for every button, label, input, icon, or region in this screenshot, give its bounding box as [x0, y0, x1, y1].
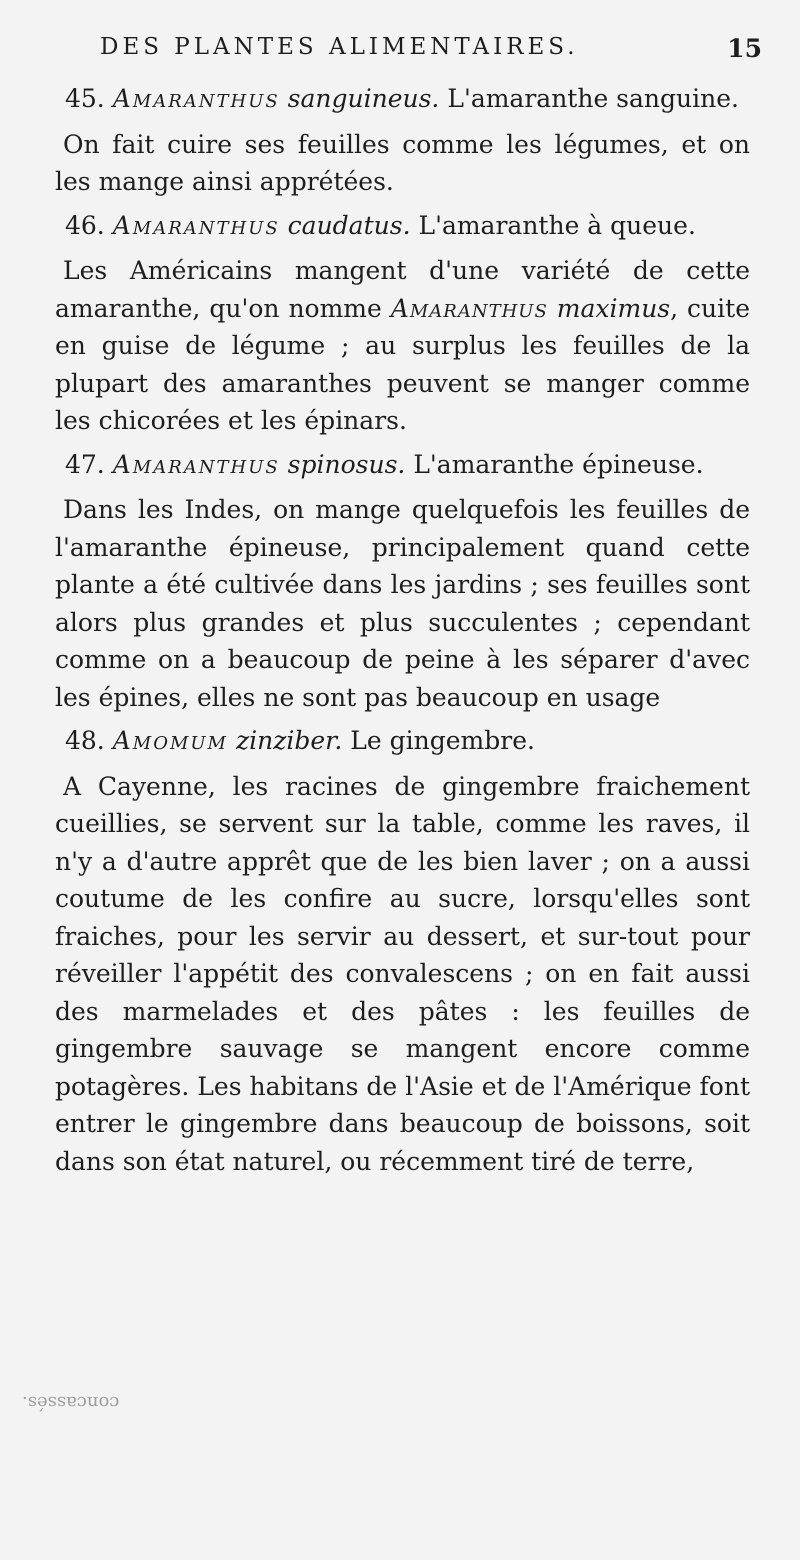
- latin-genus: Amaranthus: [112, 210, 280, 240]
- common-name: L'amaranthe épineuse.: [413, 449, 704, 479]
- bleed-through-text: concassés.: [22, 1392, 120, 1413]
- entry-text-part: , cuite en guise de légume ; au surplus les feuilles de la plupart des amaranthes peuvent se manger comme les chicorées et les épinars.: [55, 293, 750, 435]
- common-name: L'amaranthe à queue.: [418, 210, 696, 240]
- entry-text-part: Les Américains mangent d'une variété de cette amaranthe, qu'on nomme: [55, 256, 750, 323]
- entry-number: 47.: [65, 449, 105, 479]
- latin-species: zinziber.: [235, 726, 343, 755]
- common-name: Le gingembre.: [350, 726, 535, 755]
- entry-heading-46: [55, 207, 750, 245]
- inline-latin-species: maximus: [556, 293, 671, 323]
- entry-text-46: [55, 252, 750, 440]
- latin-genus: Amaranthus: [112, 84, 280, 113]
- entry-text-47: Dans les Indes, on mange quelquefois les feuilles de l'amaranthe épineuse, principalement quand cette plante a été cultivée dans les jardins ; ses feuilles sont alors plus grandes et plus succulentes ; cependant comme on a beaucoup de peine à les séparer d'avec les épines, elles ne sont pas beaucoup en usage: [55, 495, 750, 712]
- running-title: DES PLANTES ALIMENTAIRES.: [100, 34, 579, 60]
- inline-latin-genus: Amaranthus: [390, 293, 548, 323]
- page-body: [55, 80, 750, 1186]
- entry-heading-48: [55, 722, 750, 760]
- entry-heading-45: [55, 80, 750, 118]
- entry-text-48: A Cayenne, les racines de gingembre fraichement cueillies, se servent sur la table, comme les raves, il n'y a d'autre apprêt que de les bien laver ; on a aussi coutume de les confire au sucre, lorsqu'elles sont fraiches, pour les servir au dessert, et sur-tout pour réveiller l'appétit des convalescens ; on en fait aussi des marmelades et des pâtes : les feuilles de gingembre sauvage se mangent encore comme potagères. Les habitans de l'Asie et de l'Amérique font entrer le gingembre dans beaucoup de boissons, soit dans son état naturel, ou récemment tiré de terre,: [55, 771, 750, 1176]
- latin-species: sanguineus.: [287, 84, 440, 113]
- page-header: [0, 34, 800, 74]
- entry-number: 48.: [65, 726, 105, 755]
- latin-species: caudatus.: [287, 210, 411, 240]
- entry-heading-47: [55, 446, 750, 484]
- entry-text-45: On fait cuire ses feuilles comme les légumes, et on les mange ainsi apprétées.: [55, 129, 750, 196]
- entry-number: 46.: [65, 210, 105, 240]
- entry-number: 45.: [65, 84, 105, 113]
- latin-genus: Amaranthus: [112, 449, 280, 479]
- latin-genus: Amomum: [112, 726, 228, 755]
- latin-species: spinosus.: [287, 449, 406, 479]
- page-number: 15: [727, 34, 762, 63]
- common-name: L'amaranthe sanguine.: [447, 84, 739, 113]
